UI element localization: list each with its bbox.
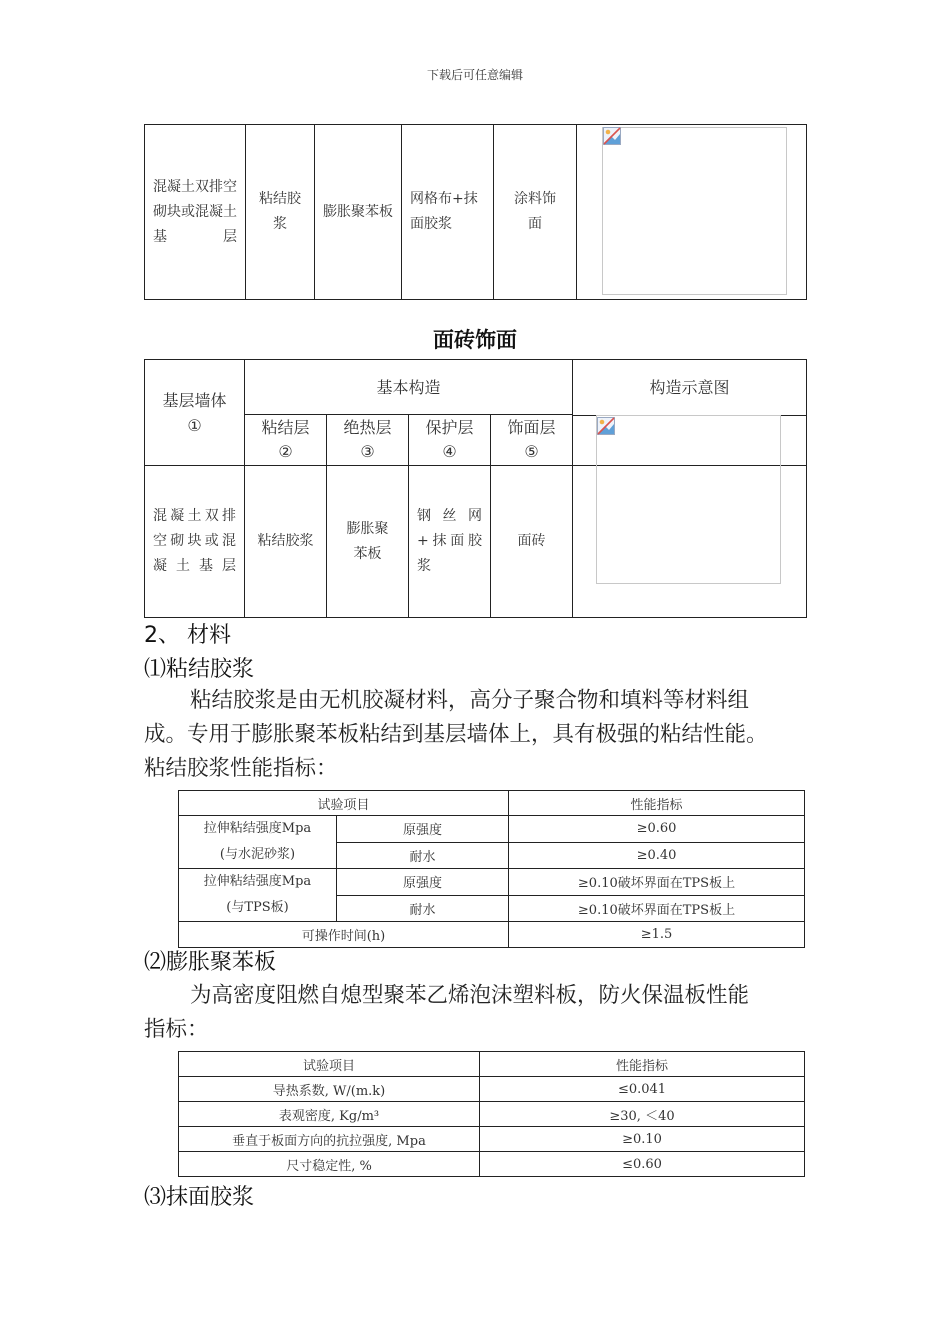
section-title: 面砖饰面 [433,328,517,352]
table-cell [145,125,246,300]
item1-title: ⑴粘结胶浆 [144,657,255,682]
spec-sub: 原强度 [337,869,509,896]
table-row [179,922,805,948]
item2-paragraph-line2: 指标： [144,1017,209,1042]
adhesive-text: 粘结胶浆 [259,191,301,232]
base-wall-text: 混凝土双排空砌块或混凝土基层 [153,178,237,245]
spec-value: ≥0.60 [509,816,805,843]
table-cell [246,125,315,300]
finish-text: 面砖 [517,533,546,549]
spec-value: ≥0.10破坏界面在TPS板上 [509,869,805,896]
table-cell [491,466,573,618]
materials-heading: 2、 材料 [144,623,231,648]
table-cell [402,125,494,300]
spec-value: ≥0.10 [480,1127,805,1152]
spec-header-item: 试验项目 [179,791,509,816]
spec-group-name-a: 拉伸粘结强度Mpa [203,821,312,836]
diagram-cell [577,125,807,300]
item3-title: ⑶抹面胶浆 [144,1185,255,1210]
spec-sub: 耐水 [337,895,509,922]
spec-value: ≥0.40 [509,842,805,869]
sub-header-cell [327,415,409,466]
table-row [179,1077,805,1102]
construction-table-coating [144,124,807,300]
spec-value: ≥30, ＜40 [480,1102,805,1127]
broken-image-icon [597,417,615,435]
table-cell [245,466,327,618]
table-row [145,125,807,300]
spec-name: 尺寸稳定性, % [179,1152,480,1177]
spec-name: 垂直于板面方向的抗拉强度, Mpa [179,1127,480,1152]
table-row [179,791,805,816]
header-base-num: ① [187,415,202,435]
spec-value: ≥0.10破坏界面在TPS板上 [509,895,805,922]
spec-sub: 原强度 [337,816,509,843]
header-note: 下载后可任意编辑 [426,68,523,82]
sub-header-num: ③ [360,442,375,461]
spec-header-perf: 性能指标 [509,791,805,816]
table-row [145,360,807,415]
spec-name: 可操作时间(h) [179,922,509,948]
protection-text: 网格布+抹面胶浆 [410,191,478,232]
spec-group-name-a: 拉伸粘结强度Mpa [203,874,312,889]
item1-paragraph-line3: 粘结胶浆性能指标： [144,756,338,781]
protection-text: 钢丝网+抹面胶浆 [417,508,482,574]
header-basic-structure: 基本构造 [245,360,573,415]
diagram-frame [596,415,781,584]
table-row [179,1152,805,1177]
spec-group-name-b: (与水泥砂浆) [219,847,296,862]
sub-header-cell [491,415,573,466]
sub-header-num: ② [278,442,293,461]
base-wall-text: 混凝土双排空砌块或混凝土基层 [153,508,236,574]
diagram-frame [602,127,787,295]
table-cell [315,125,402,300]
spec-name: 导热系数, W/(m.k) [179,1077,480,1102]
sub-header-num: ④ [442,442,457,461]
header-cell-base [145,360,245,466]
broken-image-icon [603,127,621,145]
eps-spec-table [178,1051,805,1177]
adhesive-spec-table [178,790,805,948]
spec-header-perf: 性能指标 [480,1052,805,1077]
table-row [179,816,805,843]
spec-header-item: 试验项目 [179,1052,480,1077]
spec-value: ≥1.5 [509,922,805,948]
table-cell [494,125,577,300]
spec-group-name [179,869,337,922]
table-row [179,1052,805,1077]
header-base-label: 基层墙体 [162,390,227,410]
table-cell [327,466,409,618]
table-cell [409,466,491,618]
sub-header-label: 粘结层 [261,418,310,437]
item1-paragraph-line2: 成。专用于膨胀聚苯板粘结到基层墙体上，具有极强的粘结性能。 [144,722,768,747]
insulation-text: 膨胀聚苯板 [346,520,389,562]
spec-group-name-b: (与TPS板) [226,900,289,915]
spec-group-name [179,816,337,869]
spec-sub: 耐水 [337,842,509,869]
table-row [179,1102,805,1127]
sub-header-cell [245,415,327,466]
sub-header-label: 饰面层 [507,418,556,437]
table-cell [145,466,245,618]
table-row [179,869,805,896]
adhesive-text: 粘结胶浆 [257,533,314,549]
header-diagram: 构造示意图 [573,360,806,416]
table-row [179,1127,805,1152]
sub-header-cell [409,415,491,466]
finish-text: 涂料饰面 [514,191,556,232]
spec-name: 表观密度, Kg/m³ [179,1102,480,1127]
sub-header-num: ⑤ [524,442,539,461]
insulation-text: 膨胀聚苯板 [323,203,393,220]
sub-header-label: 保护层 [425,418,474,437]
spec-value: ≤0.60 [480,1152,805,1177]
item1-paragraph-line1: 粘结胶浆是由无机胶凝材料，高分子聚合物和填料等材料组 [190,688,750,713]
spec-value: ≤0.041 [480,1077,805,1102]
item2-paragraph-line1: 为高密度阻燃自熄型聚苯乙烯泡沫塑料板，防火保温板性能 [190,983,750,1008]
item2-title: ⑵膨胀聚苯板 [144,950,277,975]
sub-header-label: 绝热层 [343,418,392,437]
